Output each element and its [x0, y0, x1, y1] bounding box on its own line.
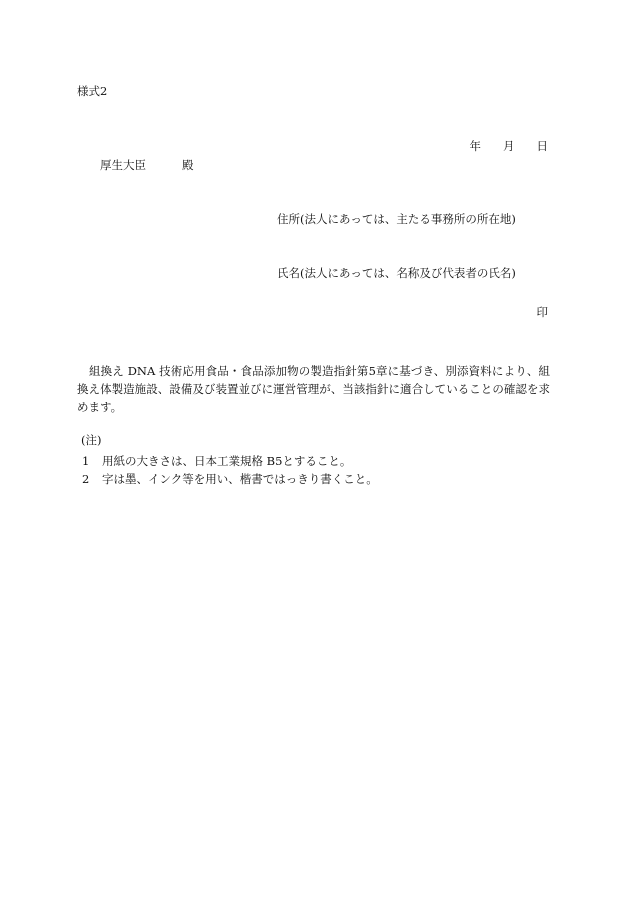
- note-text: 用紙の大きさは、日本工業規格 B5とすること。: [102, 454, 352, 468]
- date-line: [470, 141, 549, 153]
- request-body-text: 組換え DNA 技術応用食品・食品添加物の製造指針第5章に基づき、別添資料により、組換え体製造施設、設備及び装置並びに運営管理が、当該指針に適合していることの確認を求めます。: [77, 364, 550, 414]
- form-number: 様式2: [77, 84, 108, 98]
- seal-mark: 印: [536, 305, 548, 319]
- notes-heading: (注): [81, 433, 102, 447]
- note-text: 字は墨、インク等を用い、楷書ではっきり書くこと。: [102, 472, 378, 486]
- date-day: 日: [536, 139, 548, 153]
- address-label: 住所(法人にあっては、主たる事務所の所在地): [277, 212, 516, 226]
- note-item: [82, 474, 378, 486]
- note-item: [82, 456, 351, 468]
- addressee: [100, 160, 194, 172]
- note-number: 1: [82, 454, 90, 468]
- date-year: 年: [469, 139, 481, 153]
- name-label: 氏名(法人にあっては、名称及び代表者の氏名): [277, 266, 516, 280]
- date-month: 月: [503, 139, 515, 153]
- addressee-title: 厚生大臣: [100, 158, 146, 172]
- addressee-honorific: 殿: [182, 158, 194, 172]
- note-number: 2: [82, 472, 90, 486]
